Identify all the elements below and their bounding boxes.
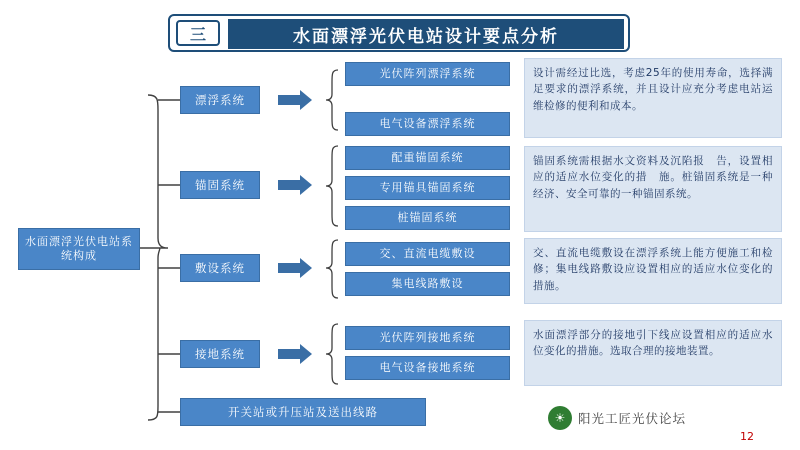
sun-logo-icon: ☀ [548,406,572,430]
item-label: 电气设备接地系统 [379,361,476,375]
title-section-number: 三 [176,20,220,46]
item-label: 桩锚固系统 [397,211,458,225]
description-panel-laying [524,238,782,304]
item-label: 电气设备漂浮系统 [379,117,476,131]
item-label: 交、直流电缆敷设 [379,247,476,261]
category-label: 敷设系统 [195,260,245,275]
category-label: 漂浮系统 [195,92,245,107]
item-box[interactable] [345,272,510,296]
slide-title-container [168,14,630,52]
item-box[interactable] [345,146,510,170]
description-text: 设计需经过比选，考虑25年的使用寿命，选择满足要求的漂浮系统，并且设计应充分考虑电站运维检修的便利和成本。 [533,67,773,112]
root-node-label: 水面漂浮光伏电站系统构成 [25,235,133,262]
category-box-floating[interactable] [180,86,260,114]
description-panel-anchoring [524,146,782,232]
bottom-node-label: 开关站或升压站及送出线路 [228,404,378,419]
arrow-icon-grounding [278,344,312,364]
category-box-anchoring[interactable] [180,171,260,199]
item-label: 集电线路敷设 [391,277,464,291]
item-box[interactable] [345,176,510,200]
category-label: 接地系统 [195,346,245,361]
description-text: 锚固系统需根据水文资料及沉陷报 告，设置相应的适应水位变化的措 施。桩锚固系统是一种经济、安全可靠的一种锚固系统。 [533,155,773,200]
footer-brand: 阳光工匠光伏论坛 [578,411,687,426]
bottom-node-switchyard[interactable] [180,398,426,426]
item-label: 光伏阵列接地系统 [379,331,476,345]
arrow-icon-floating [278,90,312,110]
item-box[interactable] [345,112,510,136]
item-box[interactable] [345,62,510,86]
item-label: 专用锚具锚固系统 [379,181,476,195]
page-number: 12 [740,430,754,443]
category-label: 锚固系统 [195,177,245,192]
arrow-icon-anchoring [278,175,312,195]
root-node[interactable] [18,228,140,270]
page-title: 水面漂浮光伏电站设计要点分析 [228,19,624,49]
description-text: 水面漂浮部分的接地引下线应设置相应的适应水位变化的措施。选取合理的接地装置。 [533,329,773,358]
item-box[interactable] [345,326,510,350]
arrow-icon-laying [278,258,312,278]
item-label: 光伏阵列漂浮系统 [379,67,476,81]
item-box[interactable] [345,206,510,230]
description-text: 交、直流电缆敷设在漂浮系统上能方便施工和检修；集电线路敷设应设置相应的适应水位变化的措施。 [533,247,773,292]
category-box-grounding[interactable] [180,340,260,368]
category-box-laying[interactable] [180,254,260,282]
item-box[interactable] [345,242,510,266]
description-panel-floating [524,58,782,138]
item-box[interactable] [345,356,510,380]
item-label: 配重锚固系统 [391,151,464,165]
description-panel-grounding [524,320,782,386]
